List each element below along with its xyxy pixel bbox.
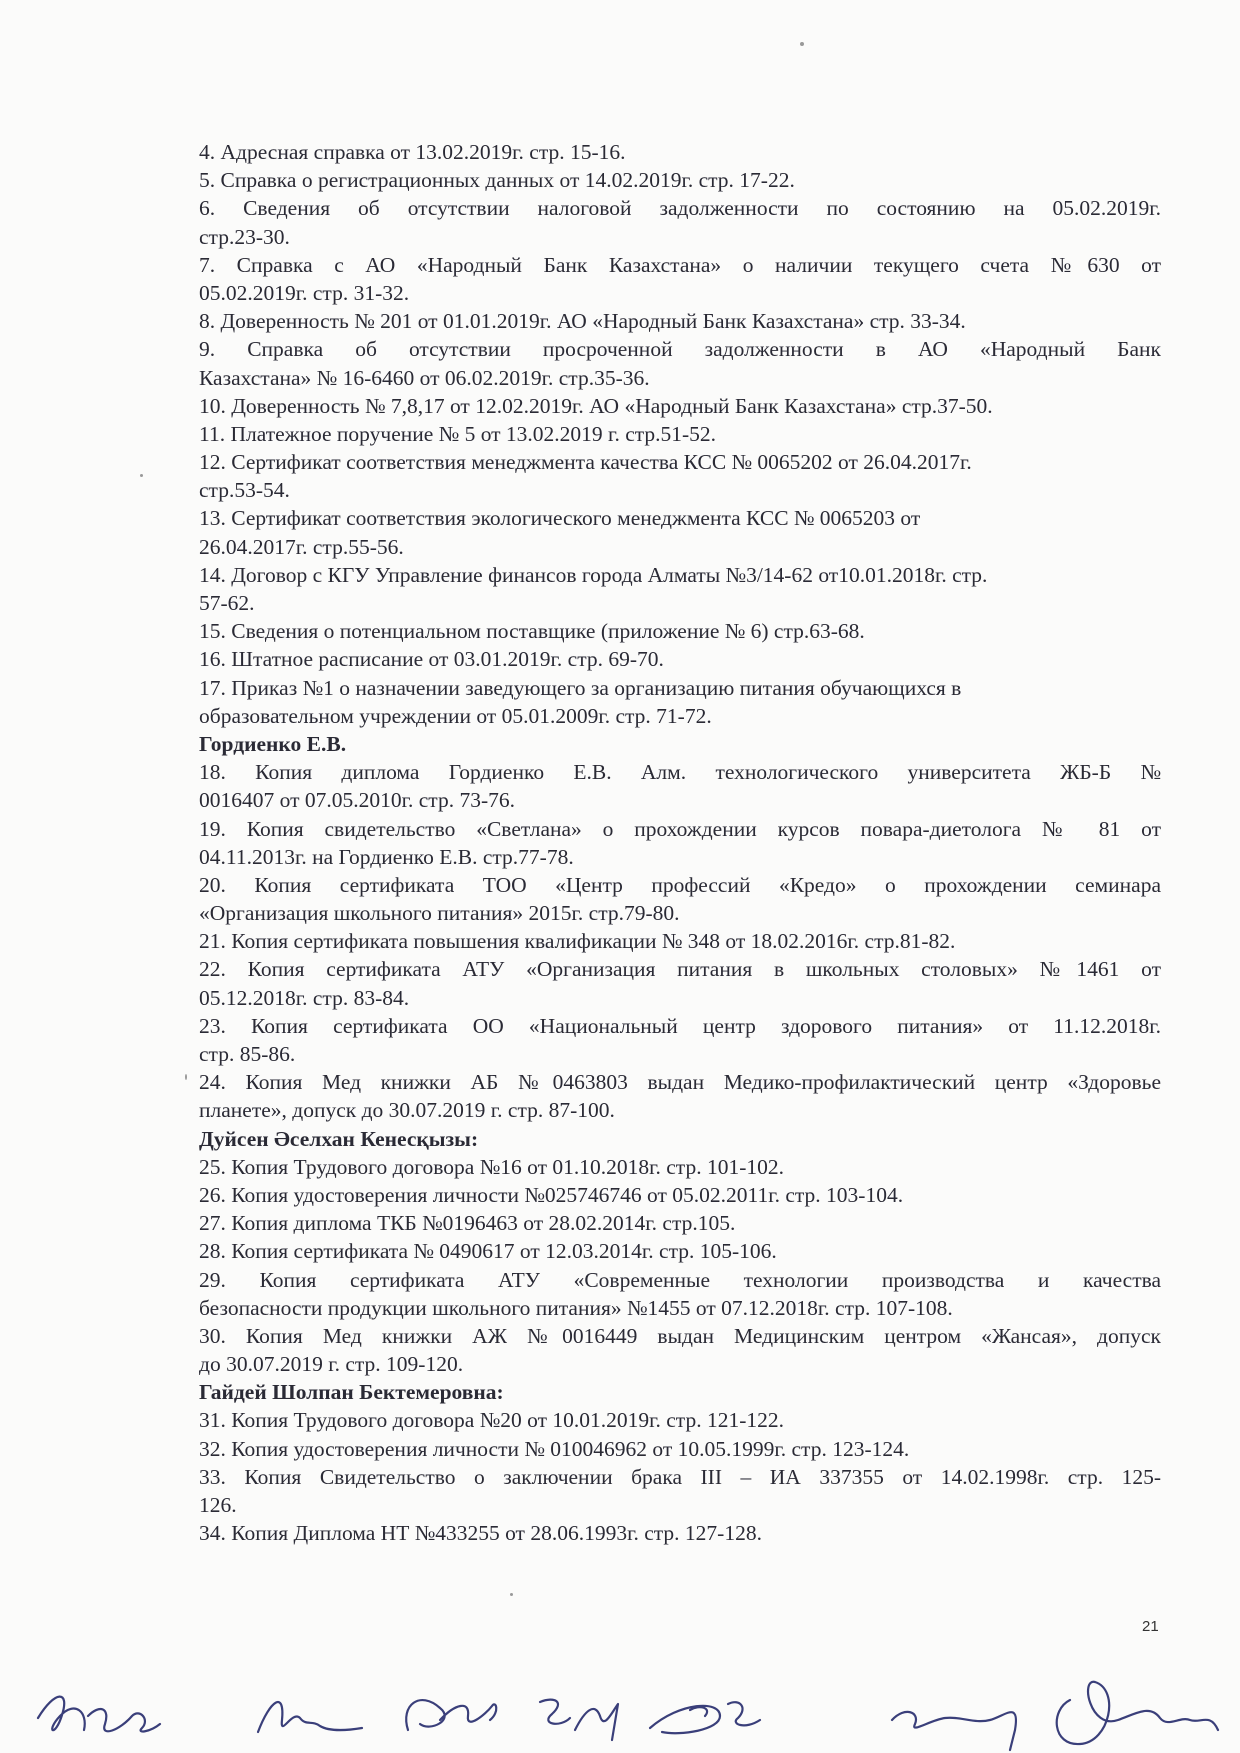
scan-speck [800,42,804,46]
list-line: 10. Доверенность № 7,8,17 от 12.02.2019г. АО «Народный Банк Казахстана» стр.37-50. [199,393,993,418]
list-line: 26.04.2017г. стр.55-56. [199,534,404,559]
list-line: 21. Копия сертификата повышения квалификации № 348 от 18.02.2016г. стр.81-82. [199,929,956,954]
list-line: 16. Штатное расписание от 03.01.2019г. стр. 69-70. [199,647,664,672]
signatures-row [0,1620,1240,1753]
list-line: 20. Копия сертификата ТОО «Центр профессий «Кредо» о прохождении семинара [199,872,1161,897]
list-line: 30. Копия Мед книжки АЖ №0016449 выдан Медицинским центром «Жансая», допуск [199,1323,1161,1348]
list-line: 31. Копия Трудового договора №20 от 10.01.2019г. стр. 121-122. [199,1408,784,1433]
list-line: 4. Адресная справка от 13.02.2019г. стр. 15-16. [199,140,626,164]
list-line: 126. [199,1493,237,1517]
scan-speck [140,474,143,477]
list-line: 15. Сведения о потенциальном поставщике (приложение № 6) стр.63-68. [199,619,865,644]
list-line: 34. Копия Диплома НТ №433255 от 28.06.1993г. стр. 127-128. [199,1521,762,1546]
list-line: 05.12.2018г. стр. 83-84. [199,985,410,1010]
list-line: стр.23-30. [199,224,290,249]
list-line: 14. Договор с КГУ Управление финансов города Алматы №3/14-62 от10.01.2018г. стр. [199,562,988,587]
list-line: планете», допуск до 30.07.2019 г. стр. 87-100. [199,1098,615,1123]
list-line: 04.11.2013г. на Гордиенко Е.В. стр.77-78. [199,844,574,869]
signature-5 [650,1702,760,1733]
list-line: образовательном учреждении от 05.01.2009г. стр. 71-72. [199,703,712,728]
signature-3 [406,1700,496,1730]
list-line: 24. Копия Мед книжки АБ №0463803 выдан Медико-профилактический центр «Здоровье [199,1070,1161,1095]
list-line: Казахстана» № 16-6460 от 06.02.2019г. стр.35-36. [199,365,650,390]
list-line: «Организация школьного питания» 2015г. стр.79-80. [199,901,680,926]
section-heading: Дуйсен Әселхан Кенесқызы: [199,1126,479,1151]
document-body [199,138,1161,1547]
list-line: 25. Копия Трудового договора №16 от 01.10.2018г. стр. 101-102. [199,1154,784,1179]
signature-7 [1057,1682,1218,1744]
signature-1 [38,1697,160,1732]
signature-6 [892,1712,1016,1750]
list-line: 5. Справка о регистрационных данных от 14.02.2019г. стр. 17-22. [199,168,795,193]
scan-speck [510,1593,513,1596]
list-line: 22. Копия сертификата АТУ «Организация питания в школьных столовых» №1461 от [199,957,1161,982]
list-line: 33. Копия Свидетельство о заключении брака III – ИА 337355 от 14.02.1998г. стр. 125- [199,1464,1161,1489]
list-line: стр.53-54. [199,478,290,503]
list-line: 29. Копия сертификата АТУ «Современные технологии производства и качества [199,1267,1161,1292]
scan-speck [185,1074,187,1080]
section-heading: Гордиенко Е.В. [199,731,347,756]
list-line: 32. Копия удостоверения личности № 010046962 от 10.05.1999г. стр. 123-124. [199,1436,910,1461]
list-line: 12. Сертификат соответствия менеджмента качества КСС № 0065202 от 26.04.2017г. [199,450,972,475]
list-line: безопасности продукции школьного питания» №1455 от 07.12.2018г. стр. 107-108. [199,1295,953,1320]
list-line: 27. Копия диплома ТКБ №0196463 от 28.02.2014г. стр.105. [199,1211,736,1236]
list-line: 13. Сертификат соответствия экологического менеджмента КСС № 0065203 от [199,506,921,531]
list-line: 19. Копия свидетельство «Светлана» о прохождении курсов повара-диетолога № 81 от [199,816,1161,841]
list-line: 18. Копия диплома Гордиенко Е.В. Алм. технологического университета ЖБ-Б № [199,760,1161,785]
signature-2 [258,1702,362,1732]
list-line: 6. Сведения об отсутствии налоговой задолженности по состоянию на 05.02.2019г. [199,196,1161,221]
section-heading: Гайдей Шолпан Бектемеровна: [199,1380,504,1405]
signature-4 [540,1700,618,1740]
list-line: 9. Справка об отсутствии просроченной задолженности в АО «Народный Банк [199,337,1161,362]
list-line: 11. Платежное поручение № 5 от 13.02.2019 г. стр.51-52. [199,421,717,446]
list-line: 23. Копия сертификата ОО «Национальный центр здорового питания» от 11.12.2018г. [199,1013,1161,1038]
list-line: до 30.07.2019 г. стр. 109-120. [199,1352,464,1377]
list-line: 26. Копия удостоверения личности №025746746 от 05.02.2011г. стр. 103-104. [199,1182,904,1207]
list-line: 8. Доверенность № 201 от 01.01.2019г. АО «Народный Банк Казахстана» стр. 33-34. [199,309,966,334]
list-line: 28. Копия сертификата № 0490617 от 12.03.2014г. стр. 105-106. [199,1239,777,1264]
list-line: 57-62. [199,591,255,615]
list-line: стр. 85-86. [199,1042,296,1066]
list-line: 0016407 от 07.05.2010г. стр. 73-76. [199,788,515,813]
page-number: 21 [1142,1618,1159,1635]
list-line: 17. Приказ №1 о назначении заведующего за организацию питания обучающихся в [199,675,962,700]
list-line: 05.02.2019г. стр. 31-32. [199,280,410,305]
list-line: 7. Справка с АО «Народный Банк Казахстана» о наличии текущего счета №630 от [199,252,1161,277]
